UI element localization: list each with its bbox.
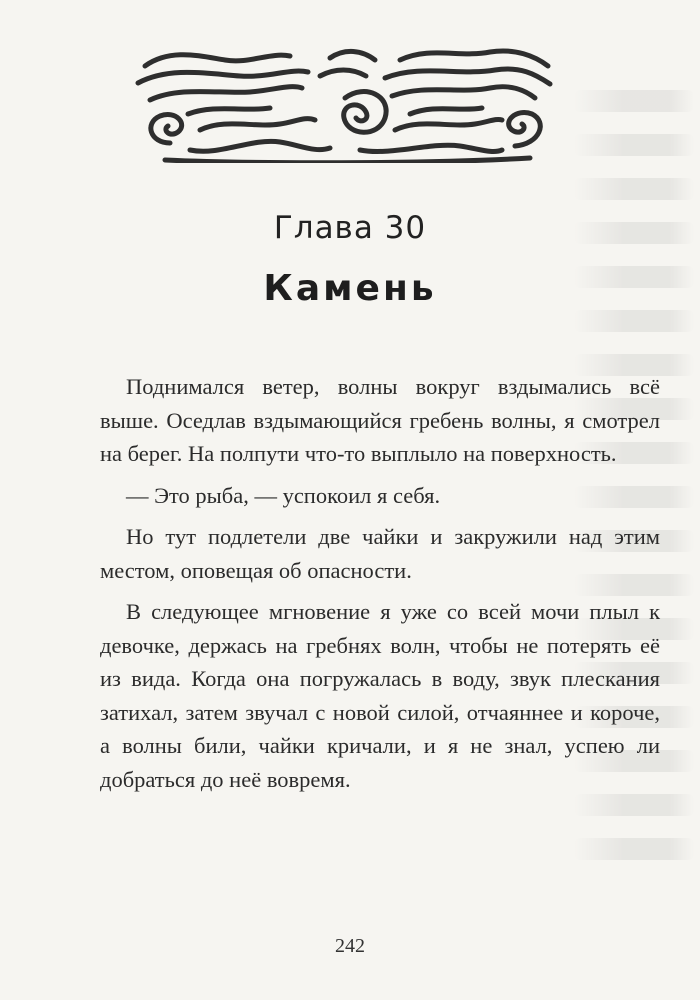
page-number: 242 — [335, 935, 365, 957]
paragraph: Но тут подлетели две чайки и закружили над этим местом, оповещая об опасности. — [100, 524, 660, 583]
wave-ornament-icon — [130, 38, 560, 163]
chapter-body — [100, 370, 660, 804]
paragraph: — Это рыба, — успокоил я себя. — [126, 482, 441, 508]
paragraph: Поднимался ветер, волны вокруг вздымались всё выше. Оседлав вздымающийся гребень волны, я смотрел на берег. На полпути что-то выплыло на поверхность. — [100, 374, 660, 466]
chapter-number: Глава 30 — [273, 210, 427, 246]
paragraph: В следующее мгновение я уже со всей мочи плыл к девочке, держась на гребнях волн, чтобы не потерять её из вида. Когда она погружалась в воду, звук плескания затихал, затем звучал с новой силой, отчаяннее и короче, а волны били, чайки кричали, и я не знал, успею ли добраться до неё вовремя. — [100, 599, 660, 792]
chapter-title: Камень — [263, 268, 437, 309]
